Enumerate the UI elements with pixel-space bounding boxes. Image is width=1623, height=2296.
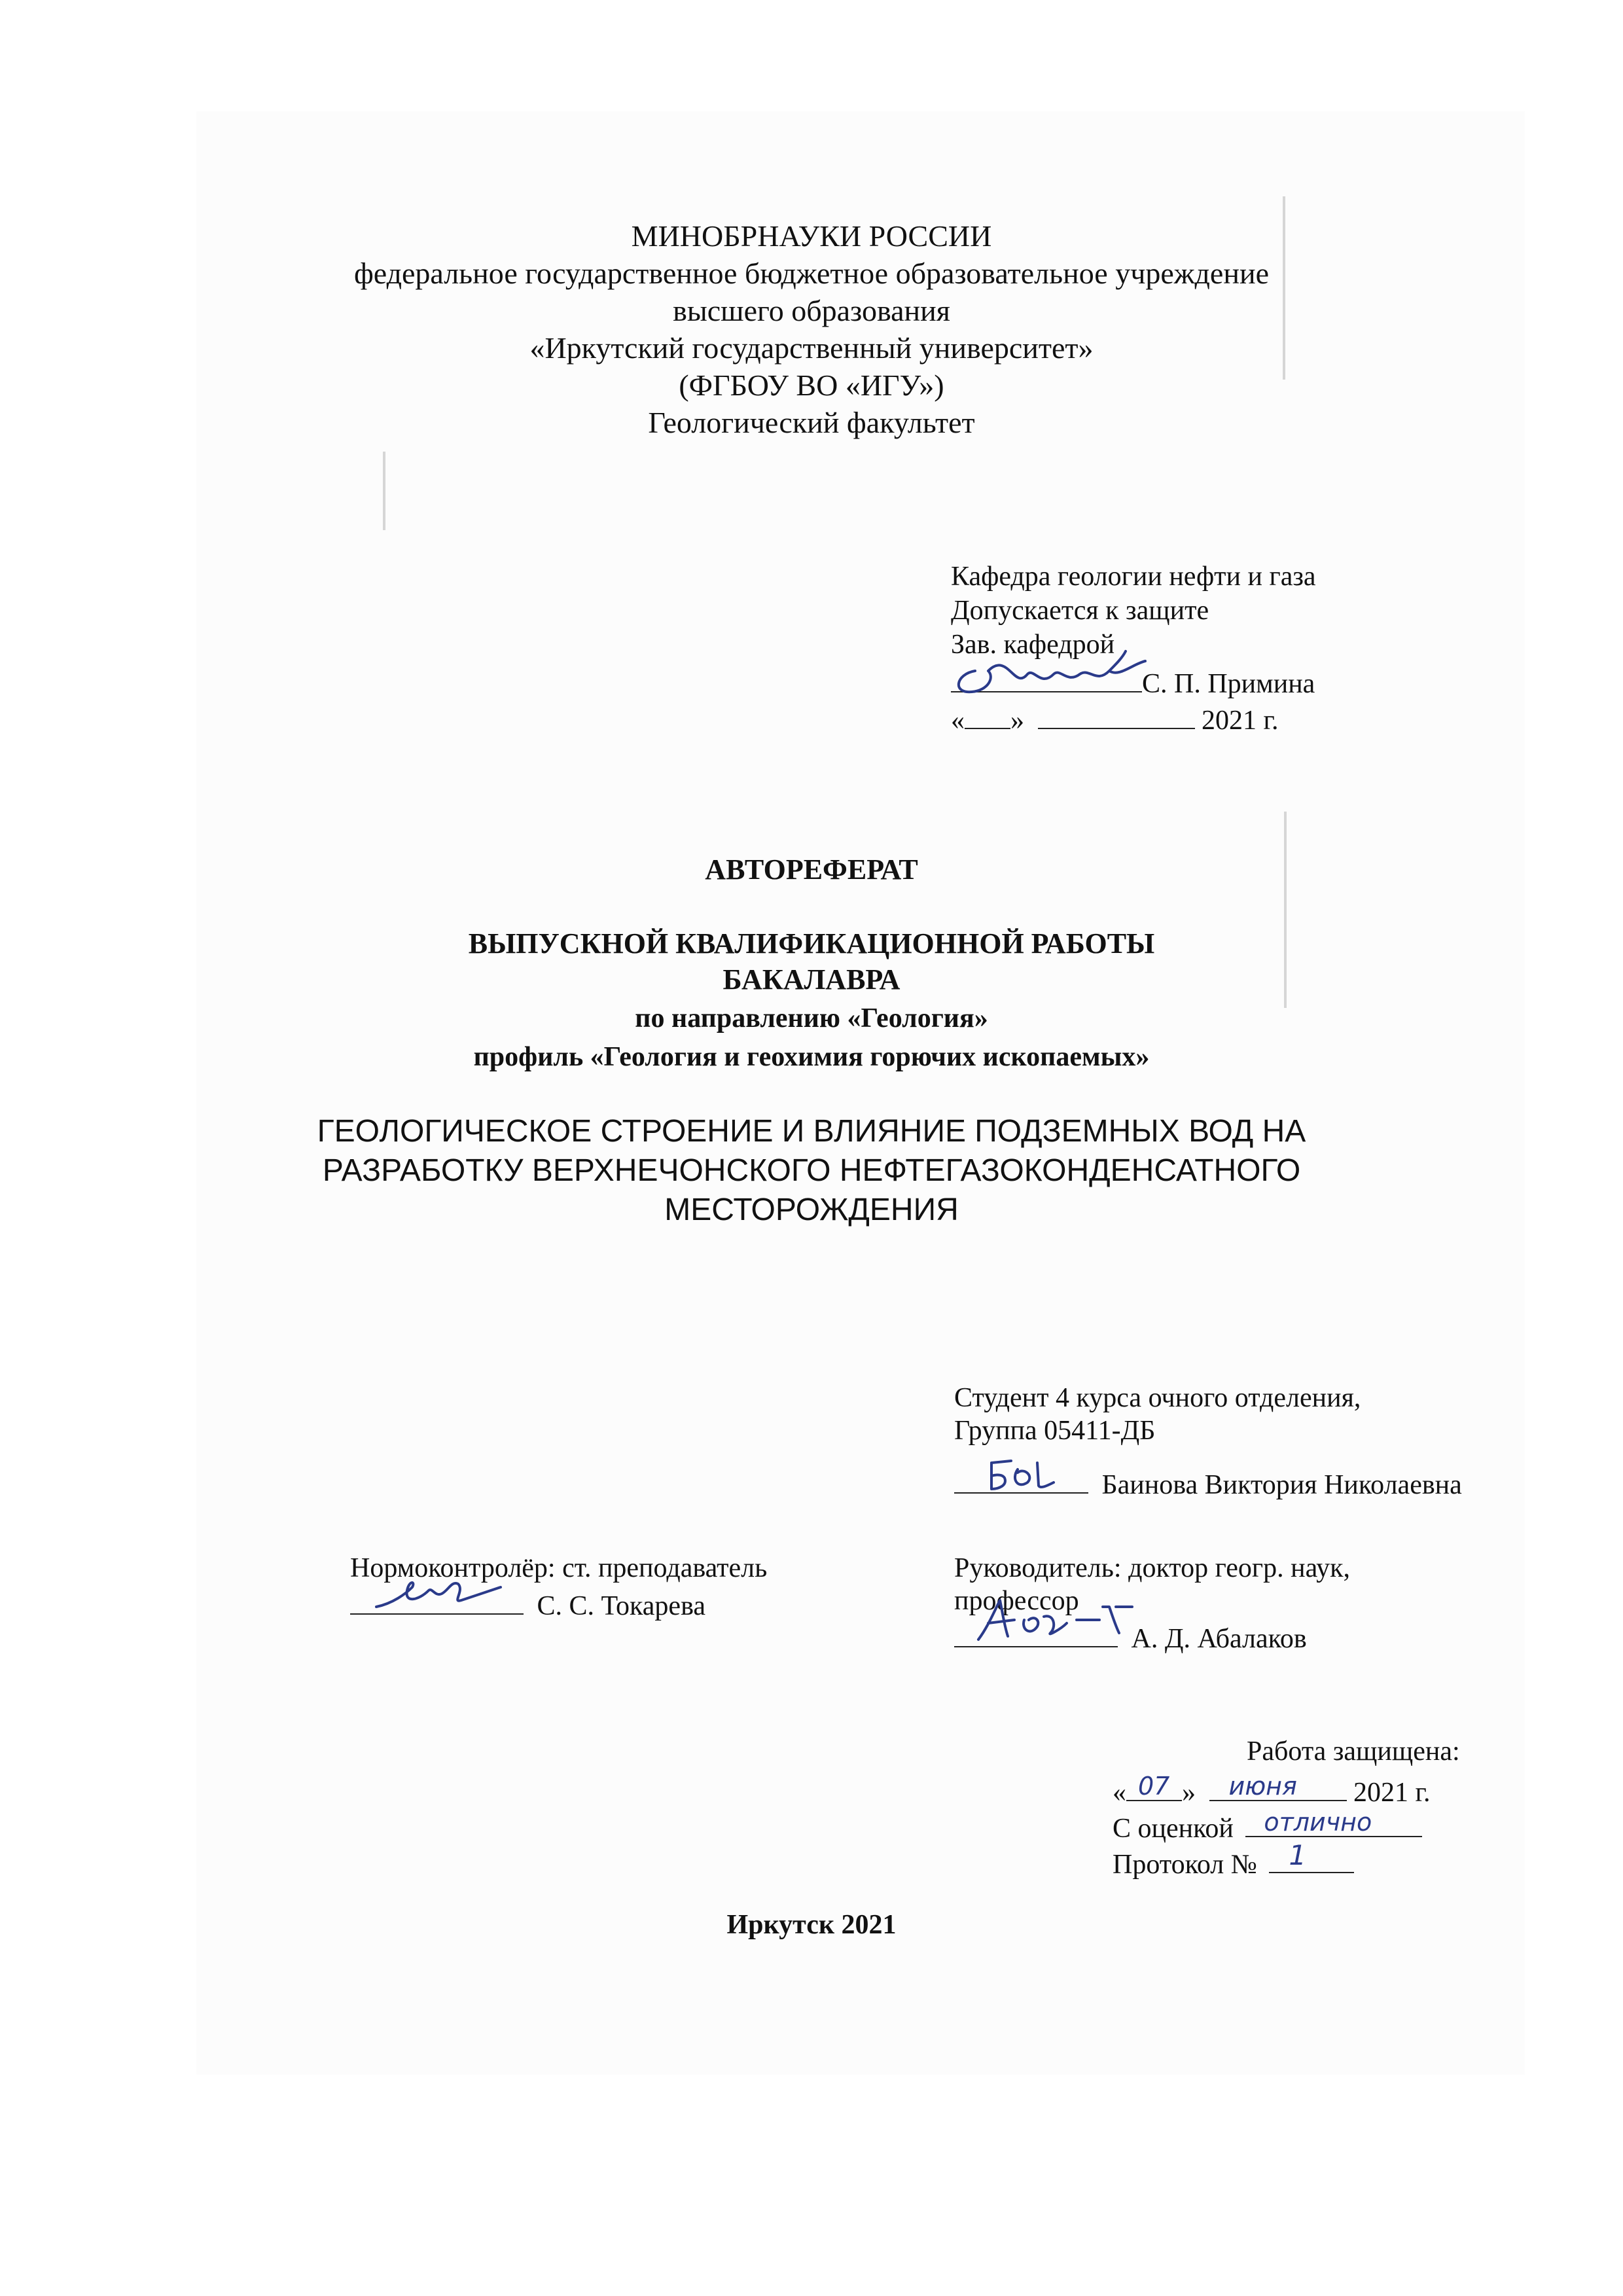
defense-protocol-field bbox=[1269, 1839, 1354, 1873]
topic-line2: РАЗРАБОТКУ ВЕРХНЕЧОНСКОГО НЕФТЕГАЗОКОНДЕНСАТНОГО bbox=[322, 1153, 1301, 1188]
normcontrol-name: С. С. Токарева bbox=[537, 1591, 705, 1621]
work-title-line2: БАКАЛАВРА bbox=[722, 963, 901, 996]
defense-grade-field bbox=[1245, 1810, 1422, 1837]
approval-date-line bbox=[951, 702, 1279, 734]
normcontrol-role-line: Нормоконтролёр: ст. преподаватель bbox=[350, 1553, 768, 1583]
institution-type-line: федеральное государственное бюджетное образовательное учреждение bbox=[353, 257, 1270, 290]
student-group-line: Группа 05411-ДБ bbox=[954, 1416, 1156, 1446]
doc-type-heading: АВТОРЕФЕРАТ bbox=[705, 853, 918, 886]
student-signature-icon bbox=[978, 1453, 1070, 1499]
student-course-line: Студент 4 курса очного отделения, bbox=[954, 1383, 1361, 1413]
defense-day-handwritten: 07 bbox=[1138, 1772, 1170, 1801]
defense-protocol-label: Протокол № bbox=[1113, 1850, 1257, 1880]
department-line: Кафедра геологии нефти и газа bbox=[951, 562, 1316, 592]
head-name: С. П. Примина bbox=[1142, 669, 1315, 699]
university-abbr-line: (ФГБОУ ВО «ИГУ») bbox=[679, 368, 944, 402]
defense-day-field bbox=[1126, 1774, 1182, 1801]
defense-date-close-quote: » bbox=[1182, 1778, 1196, 1808]
defense-grade-label: С оценкой bbox=[1113, 1814, 1234, 1844]
city-year-footer: Иркутск 2021 bbox=[726, 1910, 897, 1940]
defense-protocol-line bbox=[1113, 1839, 1354, 1880]
defense-label: Работа защищена: bbox=[1247, 1736, 1460, 1767]
supervisor-signature-icon bbox=[969, 1590, 1139, 1649]
defense-grade-handwritten: отлично bbox=[1264, 1808, 1372, 1837]
supervisor-role-line: Руководитель: доктор геогр. наук, bbox=[954, 1553, 1351, 1583]
ministry-line: МИНОБРНАУКИ РОССИИ bbox=[631, 219, 992, 253]
defense-month-handwritten: июня bbox=[1228, 1772, 1297, 1801]
faculty-line: Геологический факультет bbox=[648, 406, 975, 439]
defense-protocol-handwritten: 1 bbox=[1289, 1839, 1307, 1871]
approval-year: 2021 г. bbox=[1202, 706, 1279, 736]
approval-date-close-quote: » bbox=[1010, 706, 1024, 736]
direction-line: по направлению «Геология» bbox=[635, 1003, 988, 1033]
approval-day-blank bbox=[965, 702, 1010, 729]
topic-line1: ГЕОЛОГИЧЕСКОЕ СТРОЕНИЕ И ВЛИЯНИЕ ПОДЗЕМНЫХ ВОД НА bbox=[317, 1114, 1306, 1149]
university-name-line: «Иркутский государственный университет» bbox=[529, 331, 1094, 365]
defense-date-line bbox=[1113, 1774, 1431, 1806]
defense-grade-line bbox=[1113, 1810, 1422, 1842]
supervisor-name: А. Д. Абалаков bbox=[1131, 1624, 1307, 1654]
institution-level-line: высшего образования bbox=[673, 294, 950, 327]
defense-date-open-quote: « bbox=[1113, 1778, 1126, 1808]
student-name: Баинова Виктория Николаевна bbox=[1101, 1470, 1462, 1500]
defense-year: 2021 г. bbox=[1353, 1778, 1431, 1808]
defense-month-field bbox=[1209, 1774, 1347, 1801]
profile-line: профиль «Геология и геохимия горючих ископаемых» bbox=[473, 1042, 1150, 1072]
work-title-line1: ВЫПУСКНОЙ КВАЛИФИКАЦИОННОЙ РАБОТЫ bbox=[468, 927, 1155, 960]
approval-date-open-quote: « bbox=[951, 706, 965, 736]
scan-noise bbox=[383, 452, 385, 530]
approval-month-blank bbox=[1038, 702, 1195, 729]
normcontrol-signature-icon bbox=[366, 1568, 510, 1620]
head-signature-icon bbox=[949, 638, 1152, 697]
topic-line3: МЕСТОРОЖДЕНИЯ bbox=[664, 1193, 959, 1227]
admitted-line: Допускается к защите bbox=[951, 596, 1209, 626]
head-title-line: Зав. кафедрой bbox=[951, 630, 1115, 660]
supervisor-rank-line: профессор bbox=[954, 1586, 1079, 1616]
